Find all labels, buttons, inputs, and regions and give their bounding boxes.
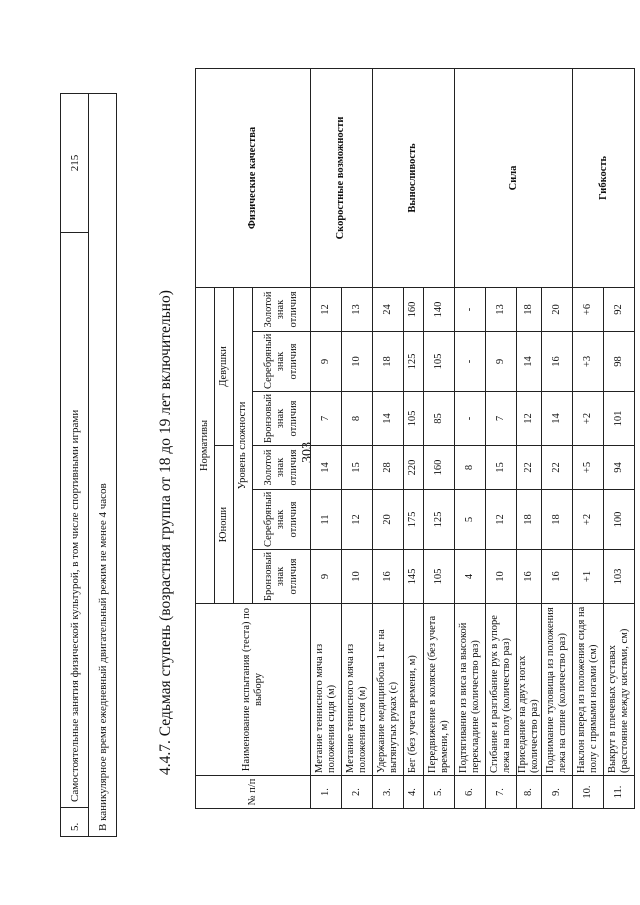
quality-endurance: Выносливость: [373, 68, 455, 287]
row-number: 3.: [373, 776, 404, 809]
girls-silver-value: 10: [342, 332, 373, 392]
girls-gold-value: 12: [311, 287, 342, 331]
youths-gold-value: 22: [542, 446, 573, 490]
test-name: Сгибание и разгибание рук в упоре лежа на полу (количество раз): [486, 604, 517, 776]
top-table: [60, 93, 117, 837]
youths-gold-value: 220: [404, 446, 424, 490]
girls-silver-value: 125: [404, 332, 424, 392]
test-name: Передвижение в коляске (без учета времени, м): [424, 604, 455, 776]
table-row: [89, 94, 117, 837]
test-name: Метание теннисного мяча из положения стоя (м): [342, 604, 373, 776]
row-number: 8.: [517, 776, 542, 809]
girls-silver-value: 105: [424, 332, 455, 392]
row-number: 9.: [542, 776, 573, 809]
col-header-youths: Юноши: [215, 446, 234, 604]
girls-silver-value: 14: [517, 332, 542, 392]
girls-gold-value: 13: [486, 287, 517, 331]
youths-silver-value: 12: [342, 490, 373, 550]
test-name: Наклон вперед из положения сидя на полу с прямыми ногами (см): [573, 604, 604, 776]
row-number: 5.: [424, 776, 455, 809]
col-header-girls-bronze: Бронзовый знак отличия: [253, 392, 311, 446]
girls-gold-value: 13: [342, 287, 373, 331]
youths-bronze-value: +1: [573, 550, 604, 604]
youths-bronze-value: 105: [424, 550, 455, 604]
row-text: Самостоятельные занятия физической культурой, в том числе спортивными играми: [61, 233, 89, 808]
youths-gold-value: 94: [604, 446, 635, 490]
girls-bronze-value: +2: [573, 392, 604, 446]
girls-silver-value: 16: [542, 332, 573, 392]
col-header-youths-silver: Серебряный знак отличия: [253, 490, 311, 550]
col-header-youths-gold: Золотой знак отличия: [253, 446, 311, 490]
youths-bronze-value: 10: [486, 550, 517, 604]
table-row: [61, 94, 89, 837]
girls-silver-value: 9: [486, 332, 517, 392]
youths-gold-value: 160: [424, 446, 455, 490]
youths-bronze-value: 16: [373, 550, 404, 604]
row-number: 6.: [455, 776, 486, 809]
table-row: [573, 68, 604, 808]
test-name: Поднимание туловища из положения лежа на спине (количество раз): [542, 604, 573, 776]
quality-speed: Скоростные возможности: [311, 68, 373, 287]
girls-bronze-value: 8: [342, 392, 373, 446]
girls-gold-value: 160: [404, 287, 424, 331]
test-name: Бег (без учета времени, м): [404, 604, 424, 776]
youths-bronze-value: 16: [517, 550, 542, 604]
col-header-girls: Девушки: [215, 287, 234, 445]
col-header-girls-silver: Серебряный знак отличия: [253, 332, 311, 392]
norms-table: [195, 68, 635, 809]
girls-gold-value: 92: [604, 287, 635, 331]
girls-silver-value: 98: [604, 332, 635, 392]
youths-bronze-value: 4: [455, 550, 486, 604]
table-row: [455, 68, 486, 808]
youths-silver-value: 11: [311, 490, 342, 550]
section-heading: 4.4.7. Седьмая ступень (возрастная группа от 18 до 19 лет включительно): [157, 290, 174, 775]
youths-silver-value: 125: [424, 490, 455, 550]
col-header-norms: Нормативы: [196, 287, 215, 603]
youths-bronze-value: 16: [542, 550, 573, 604]
girls-gold-value: 20: [542, 287, 573, 331]
girls-gold-value: 140: [424, 287, 455, 331]
girls-gold-value: 24: [373, 287, 404, 331]
youths-gold-value: 22: [517, 446, 542, 490]
girls-bronze-value: -: [455, 392, 486, 446]
youths-bronze-value: 103: [604, 550, 635, 604]
girls-silver-value: 18: [373, 332, 404, 392]
girls-silver-value: +3: [573, 332, 604, 392]
youths-silver-value: 12: [486, 490, 517, 550]
youths-silver-value: 5: [455, 490, 486, 550]
youths-bronze-value: 9: [311, 550, 342, 604]
col-header-youths-bronze: Бронзовый знак отличия: [253, 550, 311, 604]
row-number: 2.: [342, 776, 373, 809]
youths-silver-value: 18: [517, 490, 542, 550]
youths-silver-value: 20: [373, 490, 404, 550]
row-number: 4.: [404, 776, 424, 809]
test-name: Приседание на двух ногах (количество раз): [517, 604, 542, 776]
row-number: 5.: [61, 808, 89, 837]
girls-silver-value: -: [455, 332, 486, 392]
girls-bronze-value: 14: [373, 392, 404, 446]
page-number: 303: [300, 442, 315, 463]
row-number: 11.: [604, 776, 635, 809]
youths-gold-value: 15: [486, 446, 517, 490]
table-row: [373, 68, 404, 808]
note-text: В каникулярное время ежедневный двигательный режим не менее 4 часов: [89, 94, 117, 837]
youths-gold-value: 28: [373, 446, 404, 490]
youths-silver-value: 175: [404, 490, 424, 550]
girls-gold-value: -: [455, 287, 486, 331]
youths-silver-value: 18: [542, 490, 573, 550]
col-header-girls-gold: Золотой знак отличия: [253, 287, 311, 331]
youths-silver-value: +2: [573, 490, 604, 550]
test-name: Выкрут в плечевых суставах (расстояние между кистями, см): [604, 604, 635, 776]
girls-bronze-value: 101: [604, 392, 635, 446]
girls-gold-value: +6: [573, 287, 604, 331]
girls-gold-value: 18: [517, 287, 542, 331]
header-row: [196, 68, 215, 808]
girls-bronze-value: 12: [517, 392, 542, 446]
youths-bronze-value: 145: [404, 550, 424, 604]
youths-gold-value: +5: [573, 446, 604, 490]
row-number: 10.: [573, 776, 604, 809]
row-number: 7.: [486, 776, 517, 809]
col-header-qualities: Физические качества: [196, 68, 311, 287]
test-name: Подтягивание из виса на высокой перекладине (количество раз): [455, 604, 486, 776]
row-number: 1.: [311, 776, 342, 809]
youths-bronze-value: 10: [342, 550, 373, 604]
table-row: [311, 68, 342, 808]
girls-silver-value: 9: [311, 332, 342, 392]
girls-bronze-value: 105: [404, 392, 424, 446]
col-header-level: Уровень сложности: [234, 287, 253, 603]
quality-flexibility: Гибкость: [573, 68, 635, 287]
youths-silver-value: 100: [604, 490, 635, 550]
youths-gold-value: 14: [311, 446, 342, 490]
row-value: 215: [61, 94, 89, 233]
girls-bronze-value: 7: [311, 392, 342, 446]
girls-bronze-value: 7: [486, 392, 517, 446]
youths-gold-value: 8: [455, 446, 486, 490]
girls-bronze-value: 85: [424, 392, 455, 446]
girls-bronze-value: 14: [542, 392, 573, 446]
col-header-name: Наименование испытания (теста) по выбору: [196, 604, 311, 776]
youths-gold-value: 15: [342, 446, 373, 490]
quality-strength: Сила: [455, 68, 573, 287]
test-name: Метание теннисного мяча из положения сидя (м): [311, 604, 342, 776]
col-header-number: № п/п: [196, 776, 311, 809]
test-name: Удержание медицинбола 1 кг на вытянутых руках (с): [373, 604, 404, 776]
